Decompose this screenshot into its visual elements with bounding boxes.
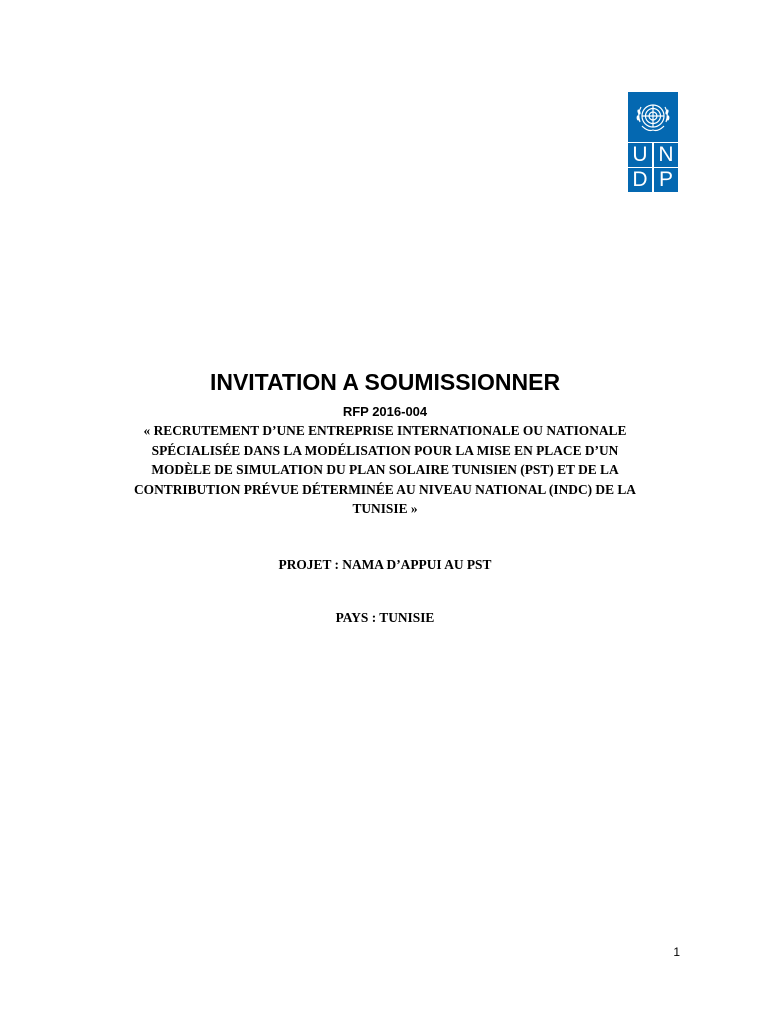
country-line: PAYS : TUNISIE xyxy=(335,610,435,625)
logo-letter-d: D xyxy=(628,168,652,192)
page-number: 1 xyxy=(673,945,680,959)
document-subject xyxy=(90,421,680,519)
un-emblem-icon xyxy=(628,92,678,142)
logo-letter-n: N xyxy=(654,143,678,167)
subject-line: « RECRUTEMENT D’UNE ENTREPRISE INTERNATIONALE OU NATIONALE xyxy=(143,423,627,438)
subject-line: SPÉCIALISÉE DANS LA MODÉLISATION POUR LA MISE EN PLACE D’UN xyxy=(151,442,619,458)
subject-line: MODÈLE DE SIMULATION DU PLAN SOLAIRE TUNISIEN (PST) ET DE LA xyxy=(151,462,619,477)
logo-letter-u: U xyxy=(628,143,652,167)
subject-line: TUNISIE » xyxy=(352,501,418,516)
document-title: INVITATION A SOUMISSIONNER xyxy=(209,369,561,395)
subject-line: CONTRIBUTION PRÉVUE DÉTERMINÉE AU NIVEAU NATIONAL (INDC) DE LA xyxy=(134,481,636,497)
logo-letter-p: P xyxy=(654,168,678,192)
project-line: PROJET : NAMA D’APPUI AU PST xyxy=(278,557,492,572)
undp-logo xyxy=(628,92,678,192)
rfp-number: RFP 2016-004 xyxy=(342,404,428,419)
